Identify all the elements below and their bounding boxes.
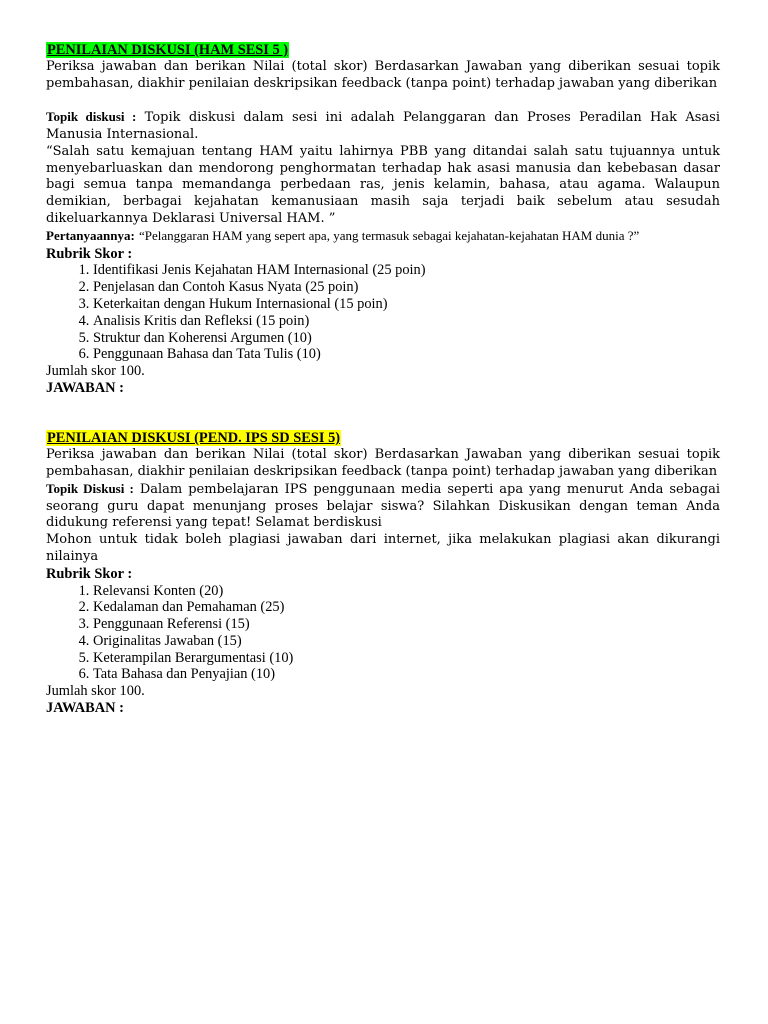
instruction-paragraph: Periksa jawaban dan berikan Nilai (total skor) Berdasarkan Jawaban yang diberikan sesuai topik pembahasan, diakhir penilaian deskripsikan feedback (tanpa point) terhadap jawaban yang diberikan <box>46 58 720 91</box>
topic-label: Topik diskusi : <box>46 109 137 125</box>
question-text: “Pelanggaran HAM yang sepert apa, yang termasuk sebagai kejahatan-kejahatan HAM dunia ?” <box>138 227 640 243</box>
rubric-label: Rubrik Skor : <box>46 245 133 262</box>
rubric-item: 6. Penggunaan Bahasa dan Tata Tulis (10) <box>93 346 720 363</box>
topic-text: Dalam pembelajaran IPS penggunaan media seperti apa yang menurut Anda sebagai seorang guru dapat menunjang proses belajar siswa? Silahkan Diskusikan dengan teman Anda didukung referensi yang tepat! Selamat berdiskusi <box>46 481 720 531</box>
rubric-item: 1. Identifikasi Jenis Kejahatan HAM Internasional (25 poin) <box>93 262 720 279</box>
rubric-label: Rubrik Skor : <box>46 565 133 582</box>
total-score: Jumlah skor 100. <box>46 363 145 380</box>
question-paragraph <box>46 228 720 246</box>
rubric-item: 2. Penjelasan dan Contoh Kasus Nyata (25 poin) <box>93 279 720 296</box>
answer-label: JAWABAN : <box>46 379 124 396</box>
section-title: PENILAIAN DISKUSI (PEND. IPS SD SESI 5) <box>47 430 341 447</box>
section-title-row <box>46 430 720 447</box>
total-score: Jumlah skor 100. <box>46 683 145 700</box>
rubric-item: 4. Originalitas Jawaban (15) <box>93 633 720 650</box>
question-label: Pertanyaannya: <box>46 227 135 243</box>
plagiarism-note: Mohon untuk tidak boleh plagiasi jawaban dari internet, jika melakukan plagiasi akan dikurangi nilainya <box>46 532 720 564</box>
topic-paragraph <box>46 481 720 532</box>
rubric-item: 6. Tata Bahasa dan Penyajian (10) <box>93 666 720 683</box>
document-page <box>46 42 720 717</box>
answer-label: JAWABAN : <box>46 700 124 717</box>
instruction-paragraph: Periksa jawaban dan berikan Nilai (total skor) Berdasarkan Jawaban yang diberikan sesuai topik pembahasan, diakhir penilaian deskripsikan feedback (tanpa point) terhadap jawaban yang diberikan <box>46 447 720 479</box>
topic-paragraph <box>46 109 720 144</box>
spacer <box>46 397 720 431</box>
section-ham <box>46 42 720 397</box>
rubric-item: 5. Struktur dan Koherensi Argumen (10) <box>93 330 720 347</box>
section-title: PENILAIAN DISKUSI (HAM SESI 5 ) <box>47 42 289 58</box>
rubric-item: 5. Keterampilan Berargumentasi (10) <box>93 650 720 667</box>
rubric-item: 1. Relevansi Konten (20) <box>93 583 720 600</box>
rubric-list <box>46 583 720 684</box>
spacer <box>46 92 720 109</box>
rubric-list <box>46 262 720 363</box>
topic-label: Topik Diskusi : <box>46 480 134 496</box>
rubric-item: 4. Analisis Kritis dan Refleksi (15 poin) <box>93 313 720 330</box>
quote-paragraph: “Salah satu kemajuan tentang HAM yaitu lahirnya PBB yang ditandai salah satu tujuannya untuk menyebarluaskan dan mendorong penghormatan terhadap hak asasi manusia dan kebebasan dasar bagi semua tanpa memandanga perbedaan ras, jenis kelamin, bahasa, atau agama. Walaupun demikian, berbagai kejahatan kemanusiaan masih saja terjadi baik sebelum atau sesudah dikeluarkannya Deklarasi Universal HAM. ” <box>46 143 720 226</box>
rubric-item: 3. Keterkaitan dengan Hukum Internasional (15 poin) <box>93 296 720 313</box>
section-title-row <box>46 42 720 59</box>
topic-text: Topik diskusi dalam sesi ini adalah Pelanggaran dan Proses Peradilan Hak Asasi Manusia Internasional. <box>46 110 720 142</box>
section-ips <box>46 430 720 717</box>
rubric-item: 2. Kedalaman dan Pemahaman (25) <box>93 599 720 616</box>
rubric-item: 3. Penggunaan Referensi (15) <box>93 616 720 633</box>
